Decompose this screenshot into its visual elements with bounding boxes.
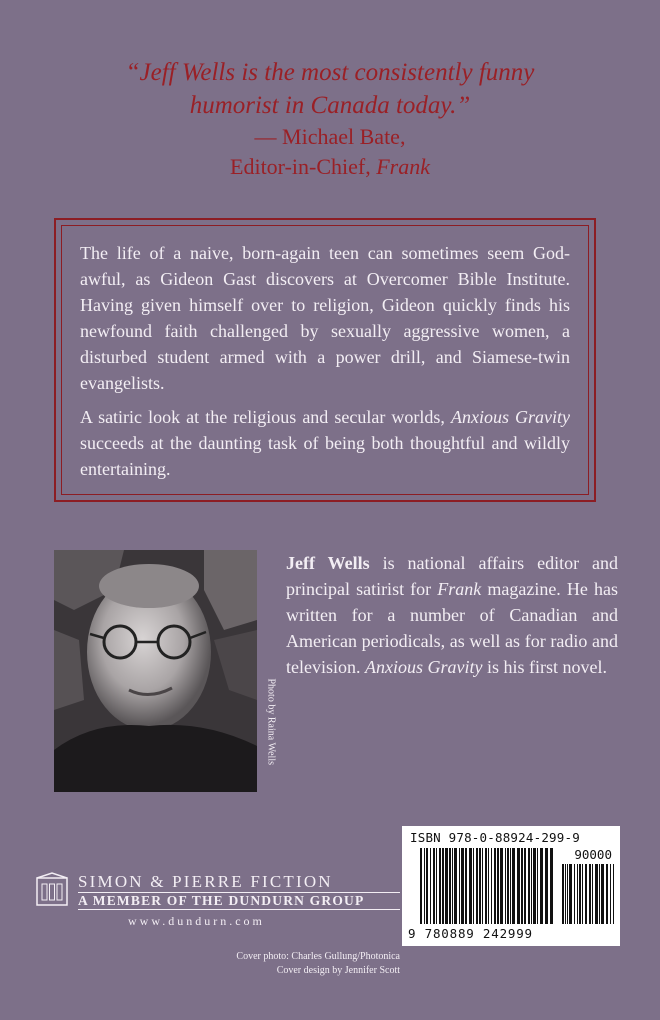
attribution-title-text: Editor-in-Chief, [230,154,371,179]
cover-credits [236,950,400,978]
blurb-p2-text-a: A satiric look at the religious and secular worlds, [80,407,451,427]
quote-line-1: “Jeff Wells is the most consistently funny [125,59,535,86]
ean-number: 9 780889 242999 [408,926,533,941]
quote-line-2: humorist in Canada today.” [189,92,471,119]
bio-novel-title: Anxious Gravity [365,657,483,677]
publisher-member: A MEMBER OF THE DUNDURN GROUP [78,892,400,910]
publisher-url: www.dundurn.com [128,914,265,928]
publisher-name: SIMON & PIERRE FICTION [78,872,333,891]
bio-text-b: magazine. He has written for a number of Canadian and American periodicals, as well as for radio and television. [286,579,618,677]
author-name: Jeff Wells [286,553,370,573]
bio-text-a: is national affairs editor and principal satirist for [286,553,619,599]
isbn-number: ISBN 978-0-88924-299-9 [410,830,580,845]
price-code: 90000 [574,847,612,862]
isbn-barcode [402,826,620,946]
author-bio [286,550,618,680]
cover-photo-credit: Cover photo: Charles Gullung/Photonica [236,951,400,962]
blurb-paragraph-2 [80,404,570,482]
publisher-logo-icon [36,872,68,906]
blurb-paragraph-1: The life of a naive, born-again teen can sometimes seem God-awful, as Gideon Gast discovers at Overcomer Bible Institute. Having given himself over to religion, Gideon quickly finds his newfound faith challenged by sexually aggressive women, a disturbed student armed with a power drill, and Siamese-twin evangelists. [80,243,570,393]
praise-quote [0,56,660,182]
blurb-p2-title: Anxious Gravity [450,407,570,427]
quote-attribution-name: — Michael Bate, [254,124,406,149]
bio-magazine: Frank [437,579,482,599]
bio-text-c: is his first novel. [482,657,607,677]
author-photo [54,550,257,792]
cover-design-credit: Cover design by Jennifer Scott [276,965,400,976]
quote-attribution-title [0,152,660,182]
blurb-box [54,218,596,502]
blurb-inner-border [61,225,589,495]
author-portrait-image [54,550,257,792]
attribution-publication: Frank [376,154,430,179]
photo-credit [256,680,276,790]
blurb-p2-text-b: succeeds at the daunting task of being both thoughtful and wildly entertaining. [80,433,570,479]
photo-credit-text: Photo by Raina Wells [265,678,277,766]
